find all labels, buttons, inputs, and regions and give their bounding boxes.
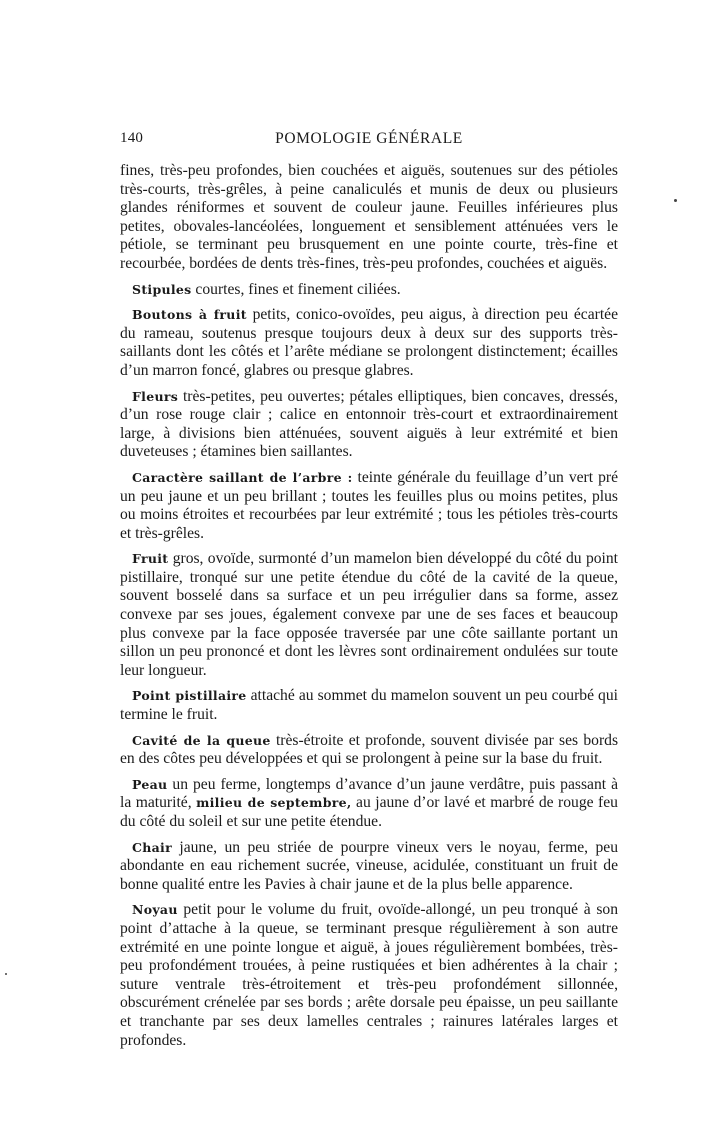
term-heading: Stipules xyxy=(132,281,192,297)
term-heading: Peau xyxy=(132,776,168,792)
body-text xyxy=(120,162,618,1050)
term-heading: Caractère saillant de l’arbre : xyxy=(132,469,353,485)
term-heading: Noyau xyxy=(132,902,178,918)
book-page xyxy=(120,128,618,1057)
maturity-date-emphasis: milieu de septembre, xyxy=(196,795,352,811)
scan-speck xyxy=(674,199,677,202)
running-head xyxy=(120,128,618,154)
paragraph-boutons xyxy=(120,306,618,380)
term-heading: Point pistillaire xyxy=(132,688,247,704)
paragraph-text: teinte générale du feuillage d’un vert pré un peu jaune et un peu brillant ; toutes les feuilles plus ou moins petites, plus ou moins étroites et recourbées par leur extrémité ; tous les pétioles très-courts et très-grêles. xyxy=(120,468,618,542)
paragraph-noyau xyxy=(120,901,618,1050)
term-heading: Cavité de la queue xyxy=(132,732,271,748)
paragraph-cavite xyxy=(120,732,618,769)
term-heading: Fleurs xyxy=(132,388,179,404)
paragraph-text: courtes, fines et finement ciliées. xyxy=(191,280,401,298)
term-heading: Boutons à fruit xyxy=(132,307,247,323)
paragraph-stipules xyxy=(120,281,618,300)
paragraph-text: fines, très-peu profondes, bien couchées et aiguës, soutenues sur des pétioles très-courts, très-grêles, à peine canaliculés et munis de deux ou plusieurs glandes réniformes et souvent de couleur jaune. Feuilles inférieures plus petites, obovales-lancéolées, longuement et sensiblement atténuées vers le pétiole, se terminant peu brusquement en une pointe courte, très-fine et recourbée, bordées de dents très-fines, très-peu profondes, couchées et aiguës. xyxy=(120,162,618,272)
paragraph-text: gros, ovoïde, surmonté d’un mamelon bien développé du côté du point pistillaire, tronqué sur une petite étendue du côté de la cavité de la queue, souvent bosselé dans sa surface et un peu irrégulier dans sa forme, assez convexe par ses joues, également convexe par une de ses faces et beaucoup plus convexe par la face opposée traversée par une côte saillante portant un sillon un peu prononcé et dont les lèvres sont ordinairement ondulées sur toute leur longueur. xyxy=(120,550,618,679)
term-heading: Chair xyxy=(132,839,172,855)
paragraph-text: attaché au sommet du mamelon souvent un peu courbé qui termine le fruit. xyxy=(120,687,618,724)
running-title: POMOLOGIE GÉNÉRALE xyxy=(275,130,463,147)
paragraph-text: petits, conico-ovoïdes, peu aigus, à direction peu écartée du rameau, soutenus presque toujours deux à deux sur des supports très-saillants dont les côtés et l’arête médiane se prolongent distinctement; écailles d’un marron foncé, glabres ou presque glabres. xyxy=(120,306,618,379)
paragraph-text: un peu ferme, longtemps d’avance d’un jaune verdâtre, puis passant à la maturité, xyxy=(120,775,618,812)
paragraph-fruit xyxy=(120,550,618,680)
paragraph-chair xyxy=(120,839,618,895)
paragraph-text: très-petites, peu ouvertes; pétales elliptiques, bien concaves, dressés, d’un rose rouge clair ; calice en entonnoir très-court et extraordinairement large, à divisions bien atténuées, souvent aiguës à leur extrémité et bien duveteuses ; étamines bien saillantes. xyxy=(120,387,618,461)
paragraph-text: petit pour le volume du fruit, ovoïde-allongé, un peu tronqué à son point d’attache à la queue, se terminant presque régulièrement à son autre extrémité en une pointe longue et aiguë, à joues régulièrement bombées, très-peu profondément trouées, à peine rustiquées et bien adhérentes à la chair ; suture ventrale très-étroitement et très-peu profondément sillonnée, obscurément crénelée par ses bords ; arête dorsale peu épaisse, un peu saillante et tranchante par ses deux lamelles centrales ; rainures latérales larges et profondes. xyxy=(120,901,618,1049)
paragraph-text: très-étroite et profonde, souvent divisée par ses bords en des côtes peu développées et qui se prolongent à peine sur la base du fruit. xyxy=(120,731,619,768)
page-number: 140 xyxy=(120,130,144,146)
paragraph-caractere xyxy=(120,469,618,543)
paragraph-peau xyxy=(120,776,618,832)
paragraph-text: jaune, un peu striée de pourpre vineux vers le noyau, ferme, peu abondante en eau richement sucrée, vineuse, acidulée, constituant un fruit de bonne qualité entre les Pavies à chair jaune et de la plus belle apparence. xyxy=(120,838,618,893)
term-heading: Fruit xyxy=(132,551,169,567)
scan-speck xyxy=(5,973,7,975)
paragraph-point-pistillaire xyxy=(120,687,618,724)
paragraph-text: au jaune d’or lavé et marbré de rouge feu du côté du soleil et sur une petite étendue. xyxy=(120,794,618,830)
paragraph-leaf-continuation xyxy=(120,162,618,274)
paragraph-fleurs xyxy=(120,388,618,462)
